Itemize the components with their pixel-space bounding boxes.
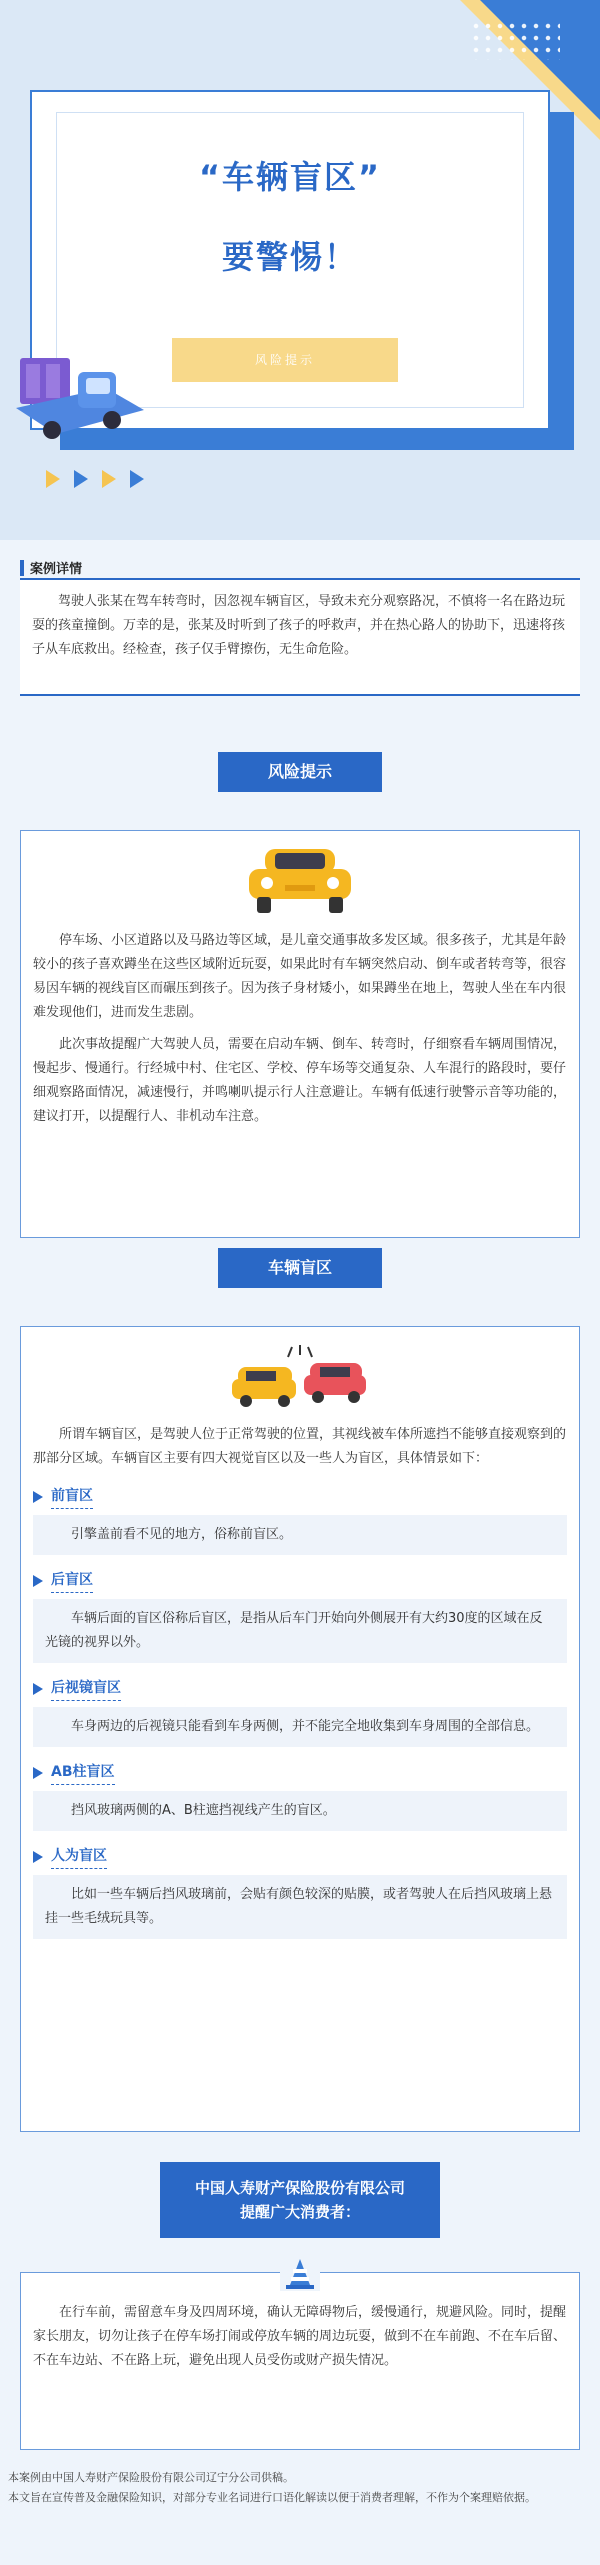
arrow-icon [33,1851,43,1863]
risk-paragraph-2: 此次事故提醒广大驾驶人员，需要在启动车辆、倒车、转弯时，仔细察看车辆周围情况，慢起步、慢通行。行经城中村、住宅区、学校、停车场等交通复杂、人车混行的路段时，要仔细观察路面情况，减速慢行，并鸣喇叭提示行人注意避让。车辆有低速行驶警示音等功能的，建议打开，以提醒行人、非机动车注意。 [33,1037,567,1124]
dot-pattern [470,20,560,60]
reminder-text: 在行车前，需留意车身及四周环境，确认无障碍物后，缓慢通行，规避风险。同时，提醒家长朋友，切勿让孩子在停车场打闹或停放车辆的周边玩耍，做到不在车前跑、不在车后留、不在车边站、不在路上玩，避免出现人员受伤或财产损失情况。 [33,2305,567,2368]
blind-item-label: 前盲区 [51,1485,93,1509]
blind-item-text: 挡风玻璃两侧的A、B柱遮挡视线产生的盲区。 [33,1791,567,1831]
hero-title: “车辆盲区” [198,158,382,196]
risk-banner: 风险提示 [218,752,382,792]
arrow-icon [130,470,144,488]
hero-subtitle: 要警惕！ [221,238,358,276]
risk-paragraph-1: 停车场、小区道路以及马路边等区域，是儿童交通事故多发区域。很多孩子，尤其是年龄较小的孩子喜欢蹲坐在这些区域附近玩耍，如果此时有车辆突然启动、倒车或者转弯等，很容易因车辆的视线盲区而碾压到孩子。因为孩子身材矮小，如果蹲坐在地上，驾驶人坐在车内很难发现他们，进而发生悲剧。 [33,933,567,1020]
blind-item-label: AB柱盲区 [51,1761,115,1785]
hero-tag: 风险提示 [172,338,398,382]
cars-collision-icon [230,1341,370,1411]
company-reminder: 提醒广大消费者： [239,2203,360,2221]
case-label-text: 案例详情 [30,562,83,577]
traffic-cone-icon [280,2257,320,2291]
arrow-icon [74,470,88,488]
case-text: 驾驶人张某在驾车转弯时，因忽视车辆盲区，导致未充分观察路况，不慎将一名在路边玩耍的孩童撞倒。万幸的是，张某及时听到了孩子的呼救声，并在热心路人的协助下，迅速将孩子从车底救出。经检查，孩子仅手臂擦伤，无生命危险。 [20,578,580,696]
blind-item-label: 人为盲区 [51,1845,107,1869]
blind-item-label: 后视镜盲区 [51,1677,121,1701]
blind-item-front [21,1485,579,1555]
footer-disclaimer: 本文旨在宣传普及金融保险知识，对部分专业名词进行口语化解读以便于消费者理解，不作为个案理赔依据。 [8,2491,536,2504]
blind-intro: 所谓车辆盲区，是驾驶人位于正常驾驶的位置，其视线被车体所遮挡不能够直接观察到的那部分区域。车辆盲区主要有四大视觉盲区以及一些人为盲区，具体情景如下： [33,1427,567,1466]
hero-section [0,0,600,540]
footer-source: 本案例由中国人寿财产保险股份有限公司辽宁分公司供稿。 [8,2471,294,2484]
risk-panel [20,830,580,1238]
blind-item-rear [21,1569,579,1663]
truck-icon [16,350,146,450]
arrow-icon [33,1575,43,1587]
footer [8,2468,592,2508]
blind-item-ab-pillar [21,1761,579,1831]
blind-item-label: 后盲区 [51,1569,93,1593]
blind-item-text: 比如一些车辆后挡风玻璃前，会贴有颜色较深的贴膜，或者驾驶人在后挡风玻璃上悬挂一些毛绒玩具等。 [33,1875,567,1939]
blind-banner: 车辆盲区 [218,1248,382,1288]
case-label [20,558,82,577]
blind-item-mirror [21,1677,579,1747]
blind-item-text: 引擎盖前看不见的地方，俗称前盲区。 [33,1515,567,1555]
arrow-icon [102,470,116,488]
blind-item-text: 车身两边的后视镜只能看到车身两侧，并不能完全地收集到车身周围的全部信息。 [33,1707,567,1747]
arrow-row [46,470,144,488]
company-banner [160,2162,440,2238]
arrow-icon [33,1491,43,1503]
blind-item-human [21,1845,579,1939]
blind-panel [20,1326,580,2132]
car-icon [245,845,355,917]
arrow-icon [33,1683,43,1695]
arrow-icon [46,470,60,488]
arrow-icon [33,1767,43,1779]
company-name: 中国人寿财产保险股份有限公司 [194,2179,405,2197]
blind-item-text: 车辆后面的盲区俗称后盲区，是指从后车门开始向外侧展开有大约30度的区域在反光镜的视界以外。 [33,1599,567,1663]
reminder-panel [20,2272,580,2450]
label-bar [20,560,24,576]
